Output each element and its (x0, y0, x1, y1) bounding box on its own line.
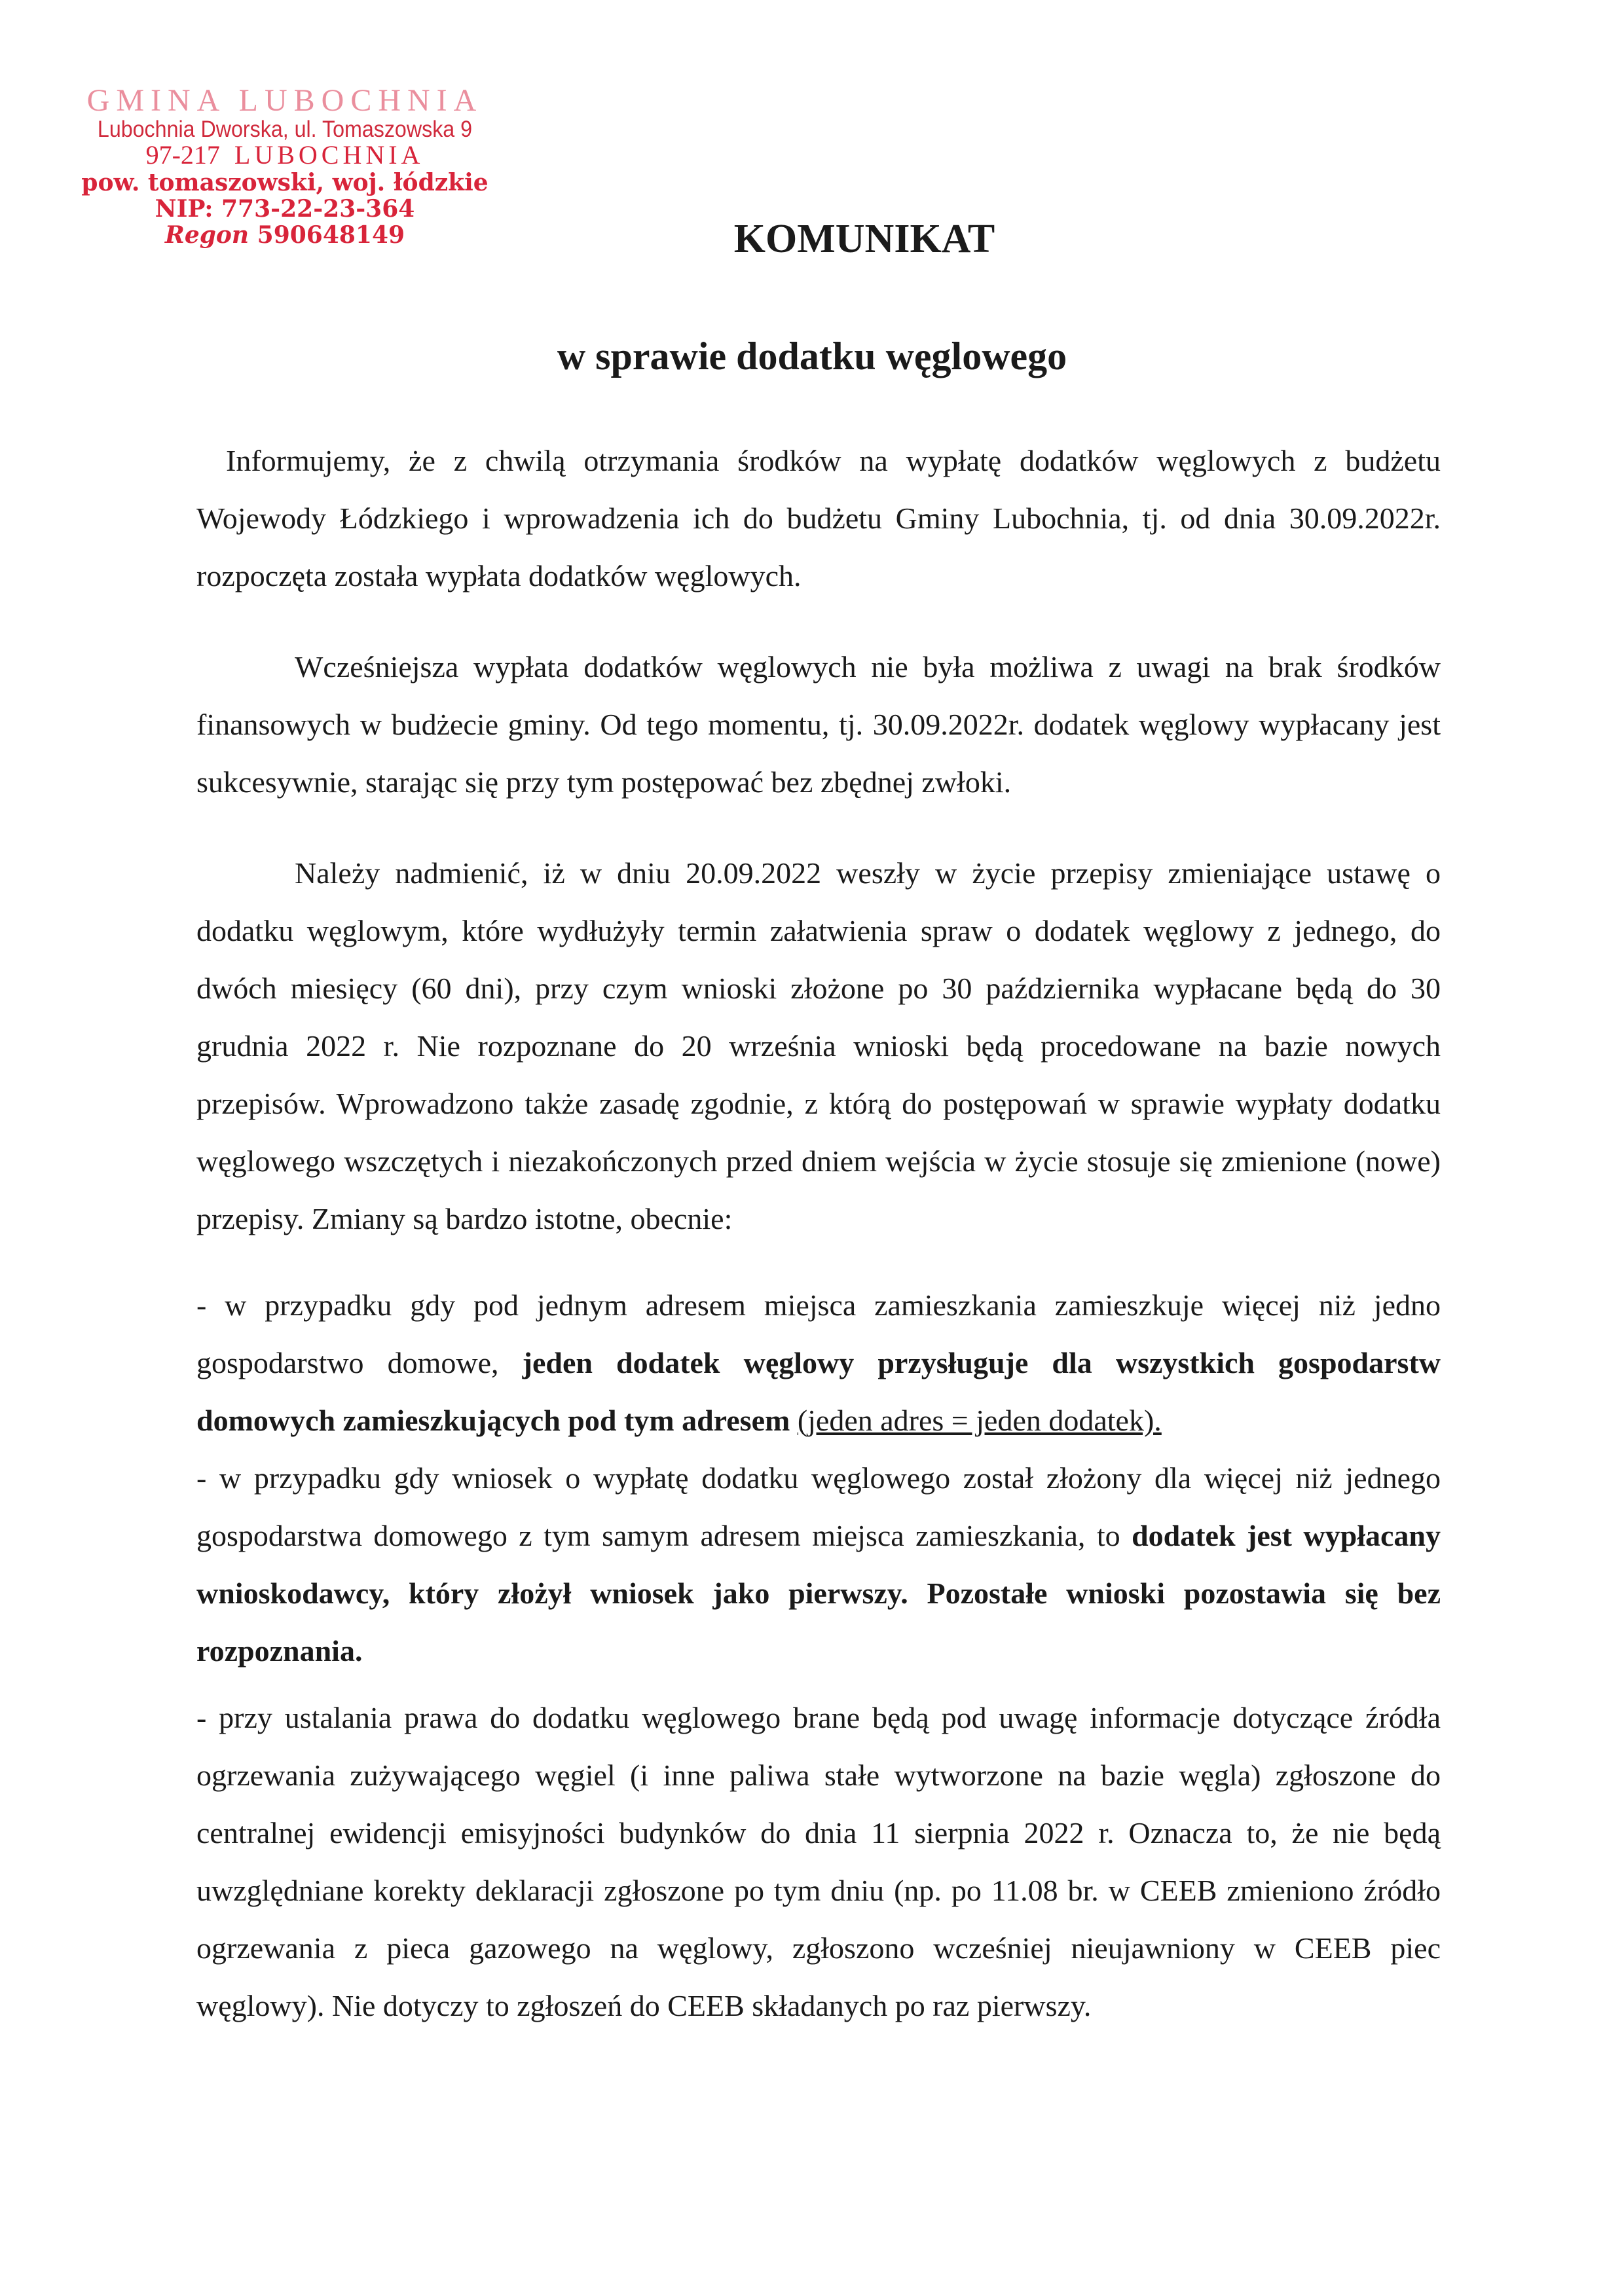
stamp-address: Lubochnia Dworska, ul. Tomaszowska 9 (97, 117, 473, 142)
paragraph-text: Informujemy, że z chwilą otrzymania środków na wypłatę dodatków węglowych z budżetu Wojewody Łódzkiego i wprowadzenia ich do budżetu Gminy Lubochnia, tj. od dnia 30.09.2022r. rozpoczęta została wypłata dodatków węglowych. (196, 444, 1441, 592)
stamp-city-line (69, 142, 501, 168)
bullet-text: - w przypadku gdy wniosek o wypłatę dodatku węglowego został złożony dla więcej niż jednego gospodarstwa domowego z tym samym adresem miejsca zamieszkania, to (196, 1461, 1441, 1552)
paragraph-payment-start (196, 432, 1441, 605)
paragraph-text: Należy nadmienić, iż w dniu 20.09.2022 weszły w życie przepisy zmieniające ustawę o dodatku węglowym, które wydłużyły termin załatwienia spraw o dodatek węglowy z jednego, do dwóch miesięcy (60 dni), przy czym wnioski złożone po 30 października wypłacane będą do 30 grudnia 2022 r. Nie rozpoznane do 20 września wnioski będą procedowane na bazie nowych przepisów. Wprowadzono także zasadę zgodnie, z którą do postępowań w sprawie wypłaty dodatku węglowego wszczętych i niezakończonych przed dniem wejścia w życie stosuje się zmienione (nowe) przepisy. Zmiany są bardzo istotne, obecnie: (196, 856, 1441, 1235)
bullet-first-applicant (196, 1449, 1441, 1680)
bullet-bold-text: dodatek jest wypłacany wnioskodawcy, który złożył wniosek jako pierwszy. Pozostałe wnioski pozostawia się bez rozpoznania. (196, 1519, 1441, 1667)
stamp-title: GMINA LUBOCHNIA (86, 83, 483, 118)
stamp-regon-label: Regon (164, 221, 249, 249)
document-title: KOMUNIKAT (733, 217, 995, 261)
stamp-postal-code: 97-217 (145, 140, 220, 170)
bullet-text: - przy ustalania prawa do dodatku węglowego brane będą pod uwagę informacje dotyczące źródła ogrzewania zużywającego węgiel (i inne paliwa stałe wytworzone na bazie węgla) zgłoszone do centralnej ewidencji emisyjności budynków do dnia 11 sierpnia 2022 r. Oznacza to, że nie będą uwzględniane korekty deklaracji zgłoszone po tym dniu (np. po 11.08 br. w CEEB zmieniono źródło ogrzewania z pieca gazowego na węglowy, zgłoszono wcześniej nieujawniony w CEEB piec węglowy). Nie dotyczy to zgłoszeń do CEEB składanych po raz pierwszy. (196, 1701, 1441, 2022)
stamp-regon-value: 590648149 (257, 221, 405, 249)
bullet-list-household (196, 1277, 1441, 1680)
stamp-nip: NIP: 773-22-23-364 (155, 195, 415, 223)
bullet-bold-text: jeden dodatek węglowy przysługuje dla wszystkich gospodarstw domowych zamieszkujących pod tym adresem (196, 1346, 1441, 1437)
paragraph-text: Wcześniejsza wypłata dodatków węglowych nie była możliwa z uwagi na brak środków finansowych w budżecie gminy. Od tego momentu, tj. 30.09.2022r. dodatek węglowy wypłacany jest sukcesywnie, starając się przy tym postępować bez zbędnej zwłoki. (196, 650, 1441, 799)
paragraph-earlier-payment (196, 638, 1441, 811)
bullet-ceeb (196, 1689, 1441, 2035)
bullet-underlined-text: (jeden adres = jeden dodatek). (797, 1404, 1162, 1437)
paragraph-regulation-changes (196, 845, 1441, 1248)
bullet-one-address (196, 1277, 1441, 1449)
document-subtitle: w sprawie dodatku węglowego (557, 335, 1067, 378)
stamp-district: pow. tomaszowski, woj. łódzkie (81, 169, 489, 196)
bullet-text: - w przypadku gdy pod jednym adresem miejsca zamieszkania zamieszkuje więcej niż jedno gospodarstwo domowe, (196, 1288, 1441, 1379)
stamp-city: LUBOCHNIA (234, 140, 424, 170)
